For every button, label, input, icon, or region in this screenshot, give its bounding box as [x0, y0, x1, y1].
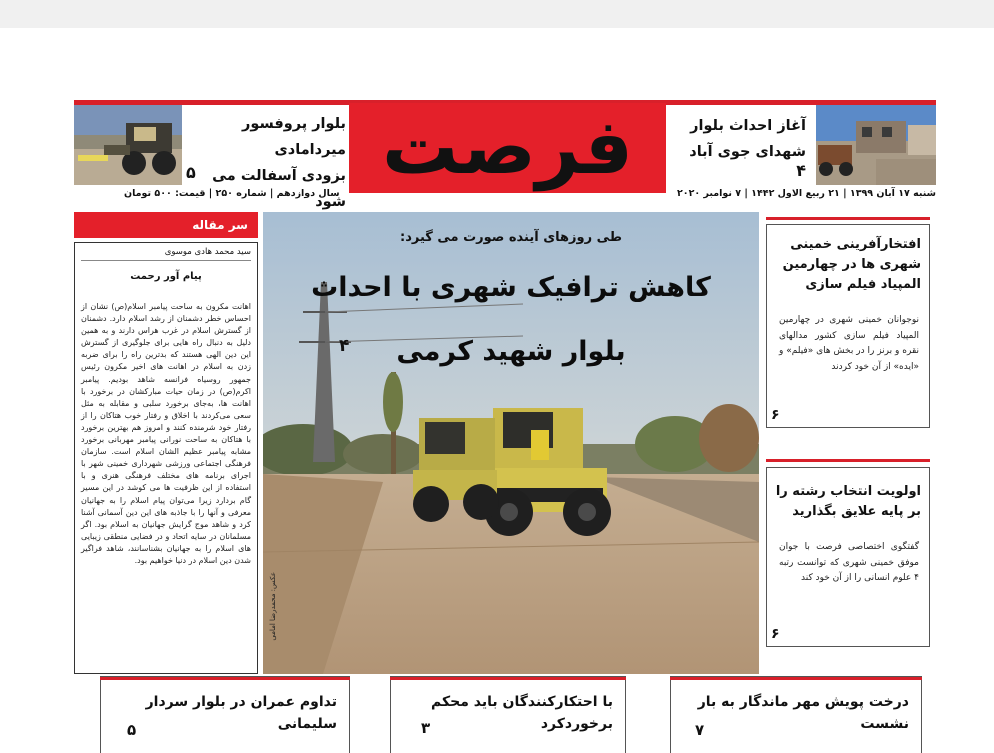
side-story-2-title: اولویت انتخاب رشته را بر پایه علایق بگذارید	[775, 484, 921, 519]
dateline-date: شنبه ۱۷ آبان ۱۳۹۹ | ۲۱ ربیع الاول ۱۴۴۲ | ۷ نوامبر ۲۰۲۰	[676, 188, 936, 199]
bottom-story-1-rule	[100, 677, 350, 680]
photo-credit: عکس: محمدرضا امامی	[269, 572, 277, 641]
side-story-1[interactable]	[766, 224, 930, 428]
main-story-headline-line1: کاهش ترافیک شهری با احداث	[311, 272, 711, 303]
bottom-story-2-rule	[390, 677, 626, 680]
teaser-left-text	[186, 111, 346, 215]
top-margin	[0, 0, 994, 28]
bottom-story-3-rule	[670, 677, 922, 680]
teaser-right-title-line1: آغاز احداث بلوار	[690, 118, 806, 134]
masthead-teaser-right[interactable]	[666, 105, 936, 185]
teaser-right-text	[666, 113, 806, 165]
bottom-story-1-page: ۵	[127, 721, 137, 739]
logo[interactable]	[349, 103, 666, 193]
main-story[interactable]	[263, 212, 759, 674]
bottom-story-2-title: با احتکارکنندگان باید محکم برخوردکرد	[431, 694, 613, 732]
bottom-story-3[interactable]	[670, 676, 922, 753]
editorial-title: پیام آور رحمت	[130, 271, 202, 282]
side-story-1-title: افتخارآفرینی خمینی شهری ها در چهارمین المپیاد فیلم سازی	[782, 237, 921, 292]
editorial-header: سر مقاله	[74, 212, 258, 238]
main-story-page: ۴	[339, 336, 350, 356]
construction-photo	[816, 105, 936, 185]
bottom-story-3-page: ۷	[695, 721, 705, 739]
editorial-body: اهانت مکرون به ساحت پیامبر اسلام(ص) نشان از احساس خطر دشمنان از رشد اسلام دارد. دشمنان از گسترش اسلام در غرب هراس دارند و به همین دلیل به دنبال راه هایی برای جلوگیری از گسترش این دین الهی هستند که بدترین راه را برای ضربه زدن به اسلام در اهانت های اخیر مکرون رئیس جمهور روسیاه فرانسه شاهد بودیم. پیامبر اکرم(ص) در زمان حیات مبارکشان در برخورد با اهانت ها، به‌جای برخورد سلبی و مقابله به مثل سعی می‌کردند با اخلاق و رفتار خوب هتاکان را از رفتار خود شرمنده کنند و امروز هم بهترین برخورد با هتاکان به ساحت نورانی پیامبر مهربانی برخورد مشابه پیامبر عظیم الشان اسلام است. سازمان فرهنگی اجتماعی ورزشی شهرداری خمینی شهر با اجرای برنامه های مختلف فرهنگی هنری و با استفاده از این ظرفیت ها می کوشد در این مسیر گام بردارد زیرا می‌توان پیام اسلام را به جهانیان معرفی و آنها را با جاذبه های این دین آسمانی آشنا کرد و شاهد موج گرایش جهانیان به اسلام بود. اگر مسلمانان در سایه اتحاد و در فضایی منطقی زیبایی های اسلام را به جهانیان بشناسانند، شاهد فراگیر شدن دین اسلام در دنیا خواهیم بود.	[81, 302, 251, 565]
side-story-1-page: ۶	[771, 407, 780, 423]
teaser-left-title-line2: بزودی آسفالت می شود	[212, 168, 346, 210]
logo-text: فرصت	[382, 102, 633, 191]
bottom-story-2[interactable]	[390, 676, 626, 753]
side-story-1-rule	[766, 217, 930, 220]
bulldozer-photo	[74, 105, 182, 185]
side-story-2-rule	[766, 459, 930, 462]
main-story-headline-line2: بلوار شهید کرمی	[396, 336, 626, 367]
bottom-story-3-title: درخت پویش مهر ماندگار به بار نشست	[697, 694, 909, 732]
editorial-author: سید محمد هادی موسوی	[164, 247, 251, 257]
editorial-column[interactable]	[74, 212, 258, 674]
side-story-2-body: گفتگوی اختصاصی فرصت با جوان موفق خمینی شهری که توانست رتبه ۴ علوم انسانی را از آن خود کند	[779, 542, 919, 583]
side-story-1-body: نوجوانان خمینی شهری در چهارمین المپیاد فیلم سازی کشور مدالهای نقره و برنز را در بخش های «فیلم» و «ایده» از آن خود کردند	[779, 315, 919, 372]
main-story-kicker: طی روزهای آینده صورت می گیرد:	[400, 230, 622, 245]
side-story-2[interactable]	[766, 467, 930, 647]
bottom-story-2-page: ۳	[421, 719, 431, 737]
editorial-divider	[81, 260, 251, 261]
bottom-story-1[interactable]	[100, 676, 350, 753]
teaser-right-title-line2: شهدای جوی آباد	[689, 144, 806, 160]
bottom-story-1-title: تداوم عمران در بلوار سردار سلیمانی	[145, 694, 337, 732]
teaser-left-title-line1: بلوار پروفسور میردامادی	[242, 116, 346, 158]
editorial-box	[74, 242, 258, 674]
side-story-2-page: ۶	[771, 626, 780, 642]
teaser-left-page: ۵	[186, 163, 196, 182]
teaser-right-page: ۴	[796, 161, 806, 180]
dateline-issue: سال دوازدهم | شماره ۲۵۰ | قیمت: ۵۰۰ تومان	[124, 188, 340, 199]
